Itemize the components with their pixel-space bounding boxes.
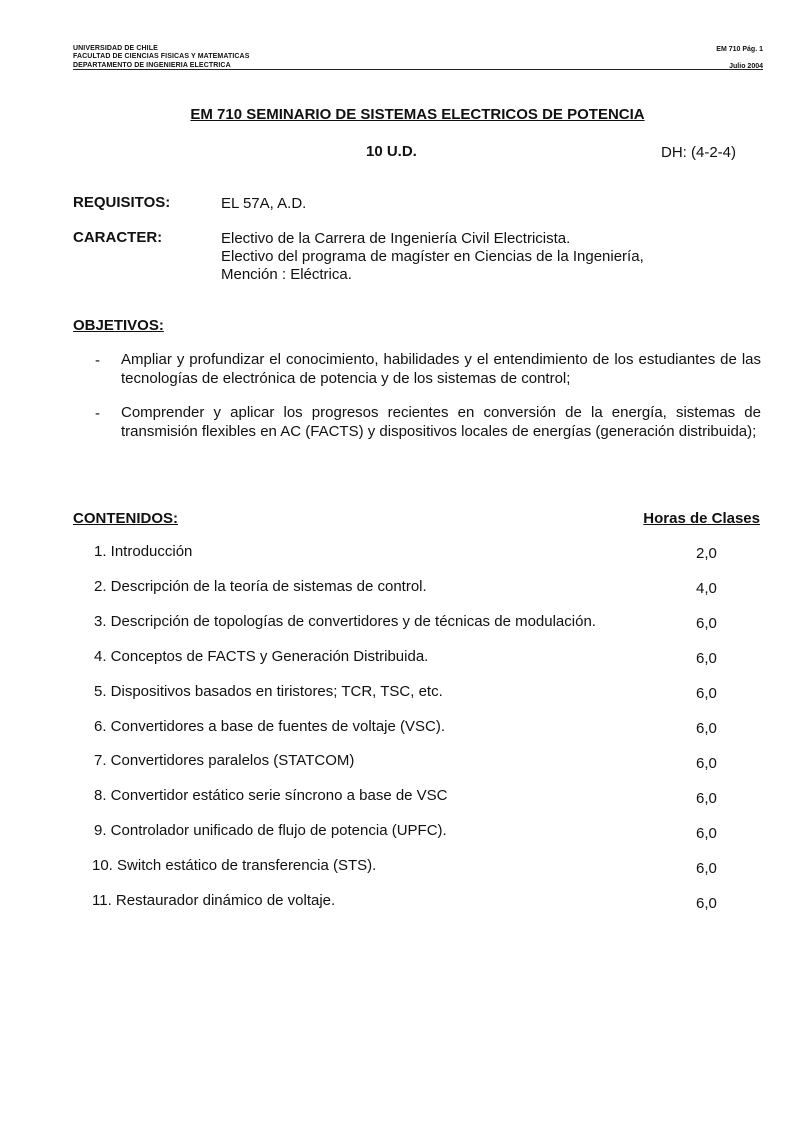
- course-dh: DH: (4-2-4): [661, 144, 737, 161]
- content-item-hours: 6,0: [696, 685, 717, 702]
- caracter-value: [221, 230, 644, 284]
- content-item-hours: 6,0: [696, 720, 717, 737]
- content-item-hours: 6,0: [696, 755, 717, 772]
- caracter-line: Electivo de la Carrera de Ingeniería Civil Electricista.: [221, 230, 571, 247]
- content-item-hours: 6,0: [696, 825, 717, 842]
- content-item-hours: 6,0: [696, 615, 717, 632]
- content-item-hours: 6,0: [696, 650, 717, 667]
- caracter-line: Mención : Eléctrica.: [221, 266, 352, 283]
- objetivo-item: Ampliar y profundizar el conocimiento, habilidades y el entendimiento de los estudiantes de las tecnologías de electrónica de potencia y de los sistemas de control;: [121, 351, 761, 387]
- caracter-line: Electivo del programa de magíster en Ciencias de la Ingeniería,: [221, 248, 644, 265]
- document-date: Julio 2004: [729, 63, 763, 70]
- content-item-hours: 6,0: [696, 895, 717, 912]
- content-item-hours: 2,0: [696, 545, 717, 562]
- content-item-label: 11. Restaurador dinámico de voltaje.: [92, 892, 336, 909]
- content-item-label: 8. Convertidor estático serie síncrono a base de VSC: [94, 787, 448, 804]
- content-item-hours: 6,0: [696, 860, 717, 877]
- objetivo-bullet: -: [95, 405, 100, 422]
- institution-line: DEPARTAMENTO DE INGENIERIA ELECTRICA: [73, 61, 231, 69]
- content-item-label: 7. Convertidores paralelos (STATCOM): [94, 752, 355, 769]
- content-item-hours: 4,0: [696, 580, 717, 597]
- contenidos-heading: CONTENIDOS:: [73, 510, 178, 527]
- page-reference: EM 710 Pág. 1: [716, 46, 763, 53]
- institution-line: FACULTAD DE CIENCIAS FISICAS Y MATEMATICAS: [73, 53, 250, 61]
- objetivo-item: Comprender y aplicar los progresos recientes en conversión de la energía, sistemas de transmisión flexibles en AC (FACTS) y dispositivos locales de energías (generación distribuida);: [121, 404, 761, 440]
- institution-line: UNIVERSIDAD DE CHILE: [73, 45, 158, 52]
- requisitos-label: REQUISITOS:: [73, 194, 171, 211]
- content-item-label: 6. Convertidores a base de fuentes de voltaje (VSC).: [94, 718, 446, 735]
- content-item-label: 5. Dispositivos basados en tiristores; TCR, TSC, etc.: [94, 683, 443, 700]
- content-item-label: 9. Controlador unificado de flujo de potencia (UPFC).: [94, 822, 447, 839]
- hours-heading: Horas de Clases: [643, 510, 760, 527]
- content-item-label: 4. Conceptos de FACTS y Generación Distribuida.: [94, 648, 429, 665]
- institution-header: [73, 45, 249, 70]
- content-item-label: 2. Descripción de la teoría de sistemas de control.: [94, 578, 427, 595]
- header-rule: [73, 69, 763, 70]
- caracter-label: CARACTER:: [73, 229, 163, 246]
- content-item-label: 10. Switch estático de transferencia (STS).: [92, 857, 377, 874]
- course-units: 10 U.D.: [366, 143, 417, 160]
- content-item-hours: 6,0: [696, 790, 717, 807]
- requisitos-value: EL 57A, A.D.: [221, 195, 307, 212]
- content-item-label: 1. Introducción: [94, 543, 193, 560]
- content-item-label: 3. Descripción de topologías de convertidores y de técnicas de modulación.: [94, 613, 596, 630]
- objetivo-bullet: -: [95, 352, 100, 369]
- objetivos-heading: OBJETIVOS:: [73, 317, 164, 334]
- course-title: EM 710 SEMINARIO DE SISTEMAS ELECTRICOS DE POTENCIA: [190, 106, 645, 123]
